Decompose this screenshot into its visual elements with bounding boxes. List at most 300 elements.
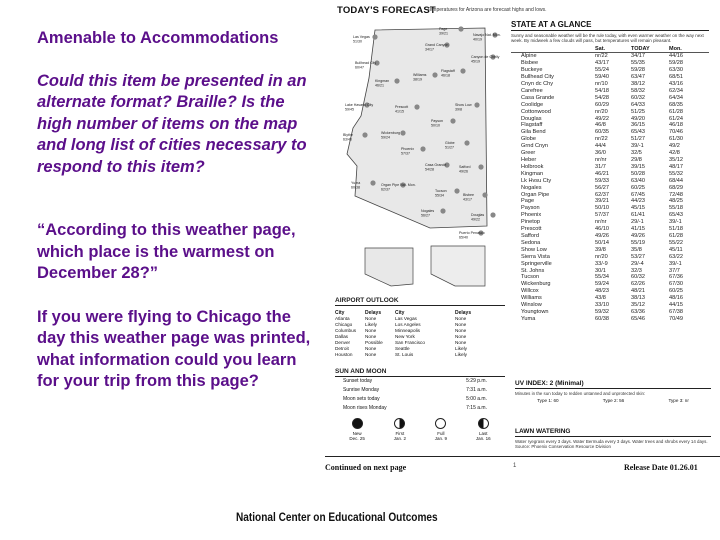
temperature-cell: 48/23: [595, 288, 609, 295]
sun-moon-time: 5:29 p.m.: [466, 378, 487, 384]
sun-moon-event: Sunset today: [343, 378, 373, 384]
temperature-cell: 56/27: [595, 184, 609, 191]
map-city-temps: 39/21: [439, 31, 448, 36]
temperature-cell: 49/20: [631, 115, 645, 122]
map-city-name: Blythe: [343, 133, 353, 137]
city-name: Cottonwood: [521, 108, 551, 115]
temperature-cell: 46/21: [595, 170, 609, 177]
forecast-header: TODAY'S FORECAST: [337, 5, 436, 16]
sun-icon: [394, 78, 399, 83]
moon-phase-date: Jan. 2: [393, 436, 406, 441]
city-name: Alpine: [521, 53, 537, 60]
table-row: [511, 143, 709, 150]
airport-city: Seattle: [395, 346, 410, 351]
temperature-cell: 48/17: [669, 163, 683, 170]
temperature-cell: 29/8: [631, 157, 642, 163]
temperature-cell: 57/37: [595, 212, 609, 219]
airport-outlook: [335, 297, 505, 358]
temperature-cell: nr/nr: [595, 157, 607, 163]
temperature-cell: 49/2: [669, 143, 680, 150]
city-name: Winslow: [521, 302, 542, 309]
table-row: [511, 254, 709, 261]
sun-icon: [372, 34, 377, 39]
table-row: [511, 247, 709, 254]
temperature-cell: 68/29: [669, 184, 683, 191]
temperature-cell: 62/26: [631, 281, 645, 288]
table-row: [511, 281, 709, 288]
airport-delay: None: [365, 352, 377, 357]
city-name: Bisbee: [521, 60, 539, 67]
arizona-weather-map: [335, 16, 513, 296]
inset-map: [365, 248, 413, 286]
table-row: [511, 288, 709, 295]
forecast-subheader: Temperatures for Arizona are forecast highs and lows.: [427, 7, 547, 13]
table-row: [511, 95, 709, 102]
lawn-watering-header: LAWN WATERING: [515, 428, 711, 437]
sun-icon: [414, 104, 419, 109]
city-name: Holbrook: [521, 163, 544, 170]
city-name: Show Low: [521, 246, 547, 253]
table-row: [511, 60, 709, 67]
sun-moon-time: 7:15 a.m.: [466, 405, 487, 411]
temperature-cell: 39/15: [631, 163, 645, 170]
warmest-place-question: “According to this weather page, which place is the warmest on December 28?”: [37, 221, 296, 282]
table-row: [335, 404, 505, 413]
sun-icon: [432, 72, 437, 77]
sun-moon-table: [335, 377, 505, 413]
table-row: [511, 192, 709, 199]
map-city-name: Bisbee: [463, 193, 474, 197]
airport-city: Columbus: [335, 328, 357, 333]
temperature-cell: 41/15: [631, 226, 645, 233]
map-city-name: Las Vegas: [353, 35, 370, 39]
table-row: [511, 302, 709, 309]
temperature-cell: 65/46: [631, 315, 645, 322]
temperature-cell: 61/28: [669, 232, 683, 239]
city-name: Casa Grande: [521, 94, 555, 101]
temperature-cell: 38/13: [631, 295, 645, 302]
temperature-cell: 44/23: [631, 198, 645, 205]
temperature-cell: 59/40: [595, 74, 609, 81]
sun-and-moon-header: SUN AND MOON: [335, 368, 505, 377]
map-city-name: Show Low: [455, 103, 472, 107]
city-name: Gila Bend: [521, 129, 546, 136]
temperature-cell: 46/18: [669, 122, 683, 129]
map-city-name: Wickenburg: [381, 131, 400, 135]
airport-delay: None: [455, 328, 467, 333]
airport-delay: Possible: [365, 340, 383, 345]
moon-phase-date: Dec. 25: [349, 436, 365, 441]
state-at-a-glance: [511, 20, 709, 323]
table-row: [511, 67, 709, 74]
slide-text-column: [37, 28, 322, 393]
state-at-a-glance-header: STATE AT A GLANCE: [511, 20, 709, 31]
temperature-cell: 29/-4: [631, 260, 644, 267]
sun-icon: [362, 132, 367, 137]
sun-moon-event: Sunrise Monday: [343, 387, 380, 393]
map-city-name: Bullhead City: [355, 61, 377, 65]
temperature-cell: 33/-9: [595, 260, 608, 267]
temperature-cell: 59/32: [595, 308, 609, 315]
temperature-cell: 33/10: [595, 302, 609, 309]
airport-delay: None: [365, 346, 377, 351]
table-row: [511, 198, 709, 205]
sun-moon-event: Moon sets today: [343, 396, 380, 402]
temperature-cell: 54/28: [595, 94, 609, 101]
temperature-cell: 42/8: [669, 150, 680, 157]
map-city-name: Prescott: [395, 105, 409, 109]
temperature-cell: 35/12: [669, 157, 683, 163]
temperature-cell: 50/14: [595, 239, 609, 246]
airport-city: Los Angeles: [395, 322, 421, 327]
map-city-name: Puerto Penasco: [459, 231, 485, 235]
page-number: 1: [513, 463, 517, 469]
temperature-cell: 60/35: [595, 129, 609, 136]
sun-icon: [464, 140, 469, 145]
temperature-cell: 60/25: [669, 288, 683, 295]
sun-icon: [482, 192, 487, 197]
city-name: Williams: [521, 295, 542, 302]
temperature-cell: nr/10: [595, 81, 608, 88]
city-name: Globe: [521, 136, 536, 143]
sun-moon-time: 7:31 a.m.: [466, 387, 487, 393]
footer-divider: [325, 456, 720, 457]
table-row: [335, 386, 505, 395]
table-row: [511, 309, 709, 316]
credit-line: National Center on Educational Outcomes: [236, 510, 438, 524]
release-date: Release Date 01.26.01: [624, 463, 698, 472]
sun-icon: [474, 102, 479, 107]
temperature-cell: 62/34: [669, 87, 683, 94]
map-city-temps: 57/37: [401, 151, 410, 156]
sun-icon: [478, 164, 483, 169]
chicago-flight-question: If you were flying to Chicago the day this weather page was printed, what information could you learn for your trip from this page?: [37, 307, 311, 390]
map-city-name: Canyon de Chelly: [471, 55, 500, 59]
airport-city: Denver: [335, 340, 351, 345]
map-city-name: Payson: [431, 119, 443, 123]
table-row: [511, 226, 709, 233]
state-col-city: [511, 46, 595, 52]
temperature-cell: 51/27: [631, 136, 645, 143]
temperature-cell: 63/30: [669, 67, 683, 74]
temperature-cell: 35/8: [631, 246, 642, 253]
airport-delay: Likely: [455, 346, 467, 351]
inset-map-2: [431, 246, 485, 286]
airport-city: Chicago: [335, 322, 353, 327]
sun-icon: [458, 26, 463, 31]
city-name: Willcox: [521, 288, 539, 295]
temperature-cell: 53/27: [631, 253, 645, 260]
map-city-name: Grand Canyon: [425, 43, 449, 47]
state-col-mon: Mon.: [669, 46, 682, 53]
table-row: [511, 157, 709, 164]
map-city-temps: 51/30: [353, 39, 362, 44]
map-city-temps: 38/19: [413, 77, 422, 82]
table-row: [511, 205, 709, 212]
temperature-cell: 55/24: [595, 67, 609, 74]
city-name: Kingman: [521, 170, 544, 177]
map-city-temps: 43/17: [463, 197, 472, 202]
table-row: [511, 171, 709, 178]
airport-delay: Likely: [455, 352, 467, 357]
temperature-cell: 39/8: [595, 246, 606, 253]
temperature-cell: 63/40: [631, 177, 645, 184]
moon-phase-icon: [352, 418, 363, 429]
map-city-temps: 55/34: [435, 193, 444, 198]
map-city-temps: 62/37: [381, 187, 390, 192]
temperature-cell: 64/34: [669, 94, 683, 101]
temperature-cell: 61/30: [669, 136, 683, 143]
map-city-name: Kingman: [375, 79, 390, 83]
weather-page: [325, 0, 720, 480]
table-row: [511, 150, 709, 157]
city-name: Buckeye: [521, 67, 543, 74]
city-name: Prescott: [521, 226, 542, 233]
sun-icon: [454, 188, 459, 193]
moon-phase-name: First: [395, 431, 405, 436]
temperature-cell: 49/26: [631, 232, 645, 239]
city-name: Flagstaff: [521, 122, 543, 129]
uv-index-description: Minutes in the sun today to redden untanned and unprotected skin:: [515, 391, 646, 396]
map-city-temps: 41/15: [395, 109, 404, 114]
city-name: Sierra Vista: [521, 253, 550, 260]
table-row: [511, 268, 709, 275]
uv-type-1: Type 1: 60: [537, 398, 559, 403]
map-city-name: Yuma: [351, 181, 361, 185]
temperature-cell: 48/25: [669, 198, 683, 205]
table-row: [335, 352, 505, 358]
map-city-name: Organ Pipe Nat. Mon.: [381, 183, 416, 187]
map-city-name: Lake Havasu City: [345, 103, 374, 107]
map-city-temps: 46/18: [441, 73, 450, 78]
map-city-temps: 34/17: [425, 47, 434, 52]
city-name: Douglas: [521, 115, 542, 122]
map-city-temps: 56/27: [421, 213, 430, 218]
temperature-cell: 55/22: [669, 239, 683, 246]
map-city-temps: 45/19: [471, 59, 480, 64]
city-name: Coolidge: [521, 101, 544, 108]
temperature-cell: 49/22: [595, 115, 609, 122]
city-name: Organ Pipe: [521, 191, 550, 198]
temperature-cell: 45/15: [631, 205, 645, 212]
temperature-cell: 55/35: [631, 60, 645, 67]
map-city-name: Phoenix: [401, 147, 414, 151]
airport-city: San Francisco: [395, 340, 425, 345]
table-row: [511, 164, 709, 171]
table-row: [511, 81, 709, 88]
table-row: [511, 295, 709, 302]
temperature-cell: 39/21: [595, 198, 609, 205]
temperature-cell: 39/-1: [669, 260, 682, 267]
airport-delay: Likely: [365, 322, 377, 327]
temperature-cell: 61/28: [669, 108, 683, 115]
temperature-cell: 65/43: [631, 129, 645, 136]
sun-icon: [420, 146, 425, 151]
state-col-today: TODAY: [631, 46, 650, 53]
table-row: [511, 316, 709, 323]
temperature-cell: 48/16: [669, 295, 683, 302]
temperature-cell: 63/22: [669, 253, 683, 260]
airport-delay: None: [365, 328, 377, 333]
moon-phases: [335, 418, 505, 441]
temperature-cell: 49/26: [595, 232, 609, 239]
temperature-cell: 32/5: [631, 150, 642, 157]
city-name: Grnd Cnyn: [521, 143, 549, 150]
temperature-cell: 60/29: [595, 101, 609, 108]
map-city-temps: 60/38: [351, 185, 360, 190]
moon-phase-name: Full: [437, 431, 445, 436]
city-name: Cnyn dc Chy: [521, 81, 554, 88]
temperature-cell: 37/7: [669, 267, 680, 274]
sun-icon: [400, 130, 405, 135]
moon-phase: [435, 418, 447, 441]
airport-city: Dallas: [335, 334, 349, 339]
uv-index: [515, 380, 711, 403]
sun-icon: [370, 180, 375, 185]
airport-outlook-header: AIRPORT OUTLOOK: [335, 297, 505, 306]
airport-col-delays-2: Delays: [455, 310, 472, 316]
state-at-a-glance-description: Sunny and seasonable weather will be the rule today, with even warmer weather on the way next week. By midweek a few clouds will pass, but temperatures will remain pleasant.: [511, 33, 704, 44]
map-city-temps: 46/21: [375, 83, 384, 88]
temperature-cell: 67/38: [669, 308, 683, 315]
temperature-cell: nr/20: [595, 108, 608, 115]
temperature-cell: 36/15: [631, 122, 645, 129]
airport-city: Houston: [335, 352, 353, 357]
table-row: [511, 274, 709, 281]
temperature-cell: 55/34: [595, 274, 609, 281]
temperature-cell: 29/-1: [631, 219, 644, 226]
map-city-temps: 54/28: [425, 167, 434, 172]
sun-and-moon: [335, 368, 505, 413]
sun-icon: [490, 212, 495, 217]
city-name: Sedona: [521, 239, 541, 246]
temperature-cell: 46/10: [595, 226, 609, 233]
temperature-cell: 67/45: [631, 191, 645, 198]
temperature-cell: 30/1: [595, 267, 606, 274]
uv-type-2: Type 2: 56: [602, 398, 625, 403]
map-city-temps: 59/45: [345, 107, 354, 112]
map-city-name: Navajo Nat. Mon.: [473, 33, 501, 37]
state-col-sat: Sat.: [595, 46, 606, 53]
city-name: Greer: [521, 150, 536, 157]
city-name: Heber: [521, 157, 537, 163]
temperature-cell: 64/33: [631, 101, 645, 108]
city-name: Yuma: [521, 315, 536, 322]
city-name: Payson: [521, 205, 540, 212]
moon-phase: [394, 418, 406, 441]
table-row: [511, 74, 709, 81]
moon-phase-icon: [394, 418, 405, 429]
temperature-cell: 32/3: [631, 267, 642, 274]
map-city-temps: 40/19: [473, 37, 482, 42]
table-row: [511, 185, 709, 192]
city-name: Page: [521, 198, 535, 205]
city-name: St. Johns: [521, 267, 545, 274]
airport-city: Minneapolis: [395, 328, 421, 333]
map-city-name: Casa Grande: [425, 163, 447, 167]
airport-col-city-2: City: [395, 310, 405, 316]
map-city-temps: 51/27: [445, 145, 454, 150]
table-row: [511, 116, 709, 123]
airport-delay: None: [455, 334, 467, 339]
city-name: Wickenburg: [521, 281, 551, 288]
temperature-cell: 55/32: [669, 170, 683, 177]
city-name: Tucson: [521, 274, 540, 281]
map-city-temps: 50/10: [431, 123, 440, 128]
temperature-cell: 36/0: [595, 150, 606, 157]
table-row: [511, 212, 709, 219]
uv-index-header: UV INDEX: 2 (Minimal): [515, 380, 711, 389]
map-city-temps: 39/8: [455, 107, 462, 112]
temperature-cell: 50/10: [595, 205, 609, 212]
moon-phase-date: Jan. 16: [475, 436, 491, 441]
city-name: Bullhead City: [521, 74, 554, 81]
airport-col-city-1: City: [335, 310, 345, 316]
temperature-cell: 70/49: [669, 315, 683, 322]
sun-moon-event: Moon rises Monday: [343, 405, 387, 411]
map-city-name: Nogales: [421, 209, 435, 213]
temperature-cell: 31/7: [595, 163, 606, 170]
state-table-body: [511, 53, 709, 322]
table-row: [511, 240, 709, 247]
table-row: [511, 88, 709, 95]
airport-delay: None: [455, 322, 467, 327]
temperature-cell: 44/16: [669, 53, 683, 60]
map-city-name: Tucson: [435, 189, 447, 193]
temperature-cell: 61/41: [631, 212, 645, 219]
temperature-cell: 60/38: [595, 315, 609, 322]
map-city-temps: 49/22: [471, 217, 480, 222]
temperature-cell: 61/24: [669, 115, 683, 122]
slide-title: Amenable to Accommodations: [37, 29, 279, 47]
temperature-cell: 50/28: [631, 170, 645, 177]
airport-delay: None: [365, 334, 377, 339]
temperature-cell: 44/15: [669, 302, 683, 309]
table-row: [511, 109, 709, 116]
temperature-cell: 63/36: [631, 308, 645, 315]
temperature-cell: 70/46: [669, 129, 683, 136]
map-city-temps: 65/40: [459, 235, 468, 240]
city-name: Nogales: [521, 184, 542, 191]
temperature-cell: 55/19: [631, 239, 645, 246]
airport-city: Las Vegas: [395, 316, 417, 321]
airport-delay: None: [365, 316, 377, 321]
table-row: [335, 395, 505, 404]
temperature-cell: 35/12: [631, 302, 645, 309]
city-name: Youngtown: [521, 308, 549, 315]
table-row: [511, 219, 709, 226]
state-table-header: [511, 46, 709, 53]
map-city-name: Douglas: [471, 213, 485, 217]
temperature-cell: 54/18: [595, 87, 609, 94]
city-name: Pinetop: [521, 219, 540, 226]
temperature-cell: 34/17: [631, 53, 645, 60]
table-row: [511, 136, 709, 143]
moon-phase: [349, 418, 365, 441]
city-name: Lk Hvsu Cty: [521, 177, 552, 184]
temperature-cell: 48/21: [631, 288, 645, 295]
lawn-watering-description: Water ryegrass every 3 days. Water Bermuda every 3 days. Water trees and shrubs every 14 days. Source: Phoenix Conservation Resource Division: [515, 439, 708, 449]
map-city-name: Williams: [413, 73, 427, 77]
table-row: [511, 233, 709, 240]
temperature-cell: nr/20: [595, 253, 608, 260]
uv-index-values: [515, 398, 711, 403]
accommodation-question: Could this item be presented in an alternate format? Braille? Is the high number of items on the map and long list of cities necessary to respond to this item?: [37, 71, 307, 176]
city-name: Phoenix: [521, 212, 542, 219]
temperature-cell: 60/32: [631, 94, 645, 101]
airport-city: New York: [395, 334, 415, 339]
airport-delay: None: [455, 316, 467, 321]
